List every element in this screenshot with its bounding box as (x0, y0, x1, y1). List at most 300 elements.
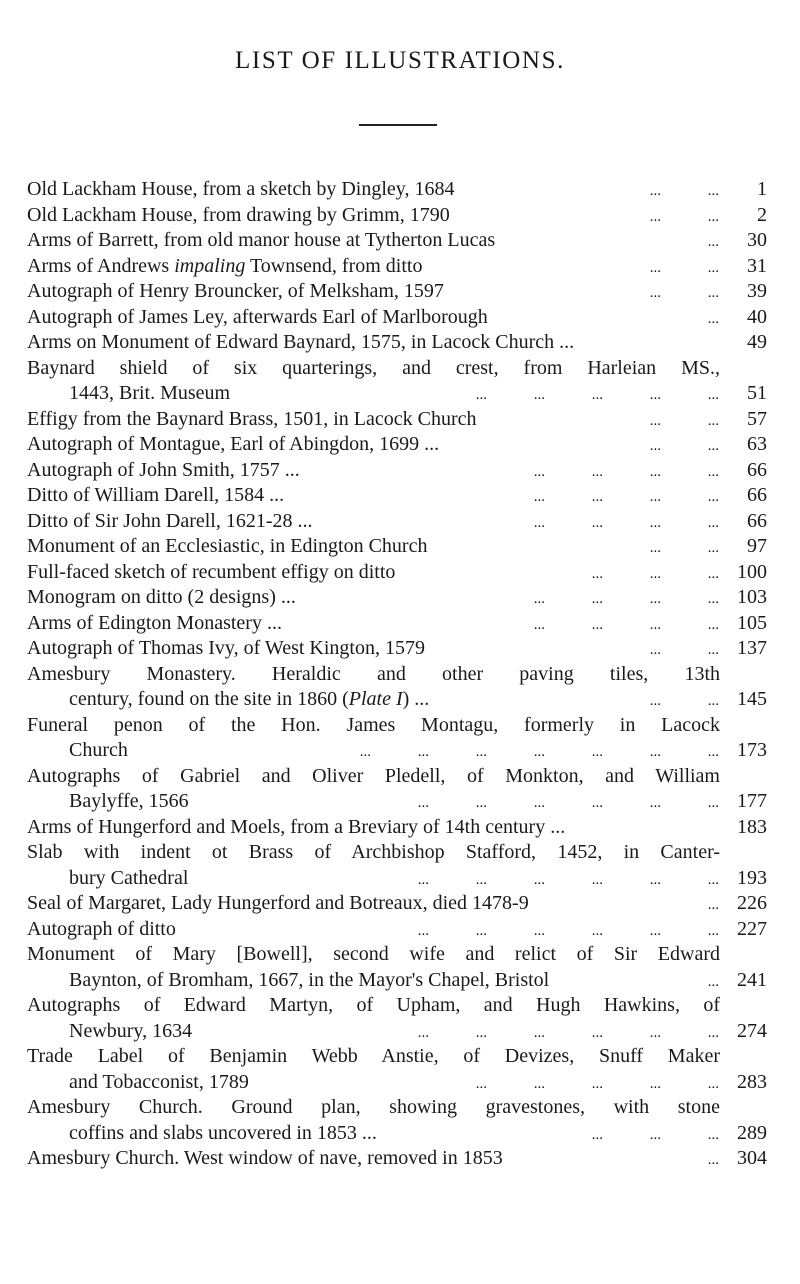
entry-title (27, 459, 300, 481)
dot-leader: ... (417, 795, 429, 811)
dot-leaders (429, 1070, 719, 1098)
illustration-entry[interactable] (27, 1095, 767, 1146)
dot-leader: ... (707, 616, 719, 633)
dot-leader: ... (649, 616, 661, 633)
entry-title (27, 943, 720, 965)
dot-leader: ... (707, 795, 719, 811)
dot-leader: ... (533, 387, 545, 403)
entry-title (27, 306, 488, 328)
page-number[interactable]: 289 (737, 1121, 767, 1144)
entry-line (27, 713, 720, 739)
illustration-entry[interactable] (27, 764, 767, 815)
entry-continuation-line (27, 687, 767, 713)
entry-title (69, 739, 128, 761)
dot-leader: ... (707, 540, 719, 556)
illustration-entry[interactable] (27, 815, 767, 841)
entry-title-segment: Autograph of Thomas Ivy, of West Kington, 1579 (27, 637, 425, 659)
dot-leader: ... (533, 463, 545, 480)
entry-title-segment: Trade Label of Benjamin Webb Anstie, of Devizes, Snuff Maker (27, 1045, 720, 1067)
dot-leader: ... (707, 693, 719, 709)
entry-title (69, 969, 549, 991)
page-number[interactable]: 1 (757, 178, 767, 200)
dot-leaders (603, 534, 719, 562)
entry-title-segment: Monogram on ditto (2 designs) ... (27, 586, 296, 608)
dot-leaders (603, 254, 719, 282)
entry-title-segment: Seal of Margaret, Lady Hungerford and Botreaux, died 1478-9 (27, 892, 529, 914)
entry-title-segment: and Tobacconist, 1789 (69, 1070, 249, 1093)
dot-leader: ... (591, 1024, 603, 1041)
dot-leaders (487, 585, 719, 613)
dot-leaders (487, 483, 719, 511)
dot-leader: ... (707, 438, 719, 454)
entry-title (27, 765, 720, 787)
page-number[interactable]: 274 (737, 1019, 767, 1042)
illustrations-list (27, 177, 767, 1172)
page-number[interactable]: 226 (737, 892, 767, 914)
dot-leader: ... (707, 259, 719, 276)
dot-leader: ... (533, 514, 545, 531)
entry-continuation-line (27, 1070, 767, 1096)
entry-line (27, 458, 767, 484)
entry-line (27, 1044, 720, 1070)
entry-title-italic: Plate I (348, 688, 403, 710)
entry-title-segment: Amesbury Church. Ground plan, showing gravestones, with stone (27, 1096, 720, 1118)
entry-title-segment: Ditto of William Darell, 1584 ... (27, 484, 285, 506)
dot-leaders (545, 560, 719, 588)
entry-title (27, 918, 176, 940)
page-number[interactable]: 57 (747, 407, 767, 430)
dot-leader: ... (533, 795, 545, 811)
entry-title-segment: Slab with indent ot Brass of Archbishop Stafford, 1452, in Canter- (27, 841, 720, 863)
illustration-entry[interactable] (27, 1146, 767, 1172)
page-number[interactable]: 193 (737, 866, 767, 889)
illustration-entry[interactable] (27, 483, 767, 509)
entry-line (27, 840, 720, 866)
dot-leader: ... (591, 871, 603, 888)
dot-leader: ... (649, 285, 661, 301)
illustration-entry[interactable] (27, 560, 767, 586)
entry-continuation-line (27, 1019, 767, 1045)
entry-title (27, 178, 455, 200)
entry-title (27, 433, 439, 455)
dot-leader: ... (707, 412, 719, 429)
dot-leader: ... (707, 183, 719, 199)
entry-title-segment: Arms of Barrett, from old manor house at Tytherton Lucas (27, 229, 496, 251)
dot-leaders (371, 866, 719, 894)
entry-title (27, 1147, 503, 1169)
entry-title-segment: 1443, Brit. Museum (69, 382, 231, 404)
illustration-entry[interactable] (27, 713, 767, 764)
dot-leader: ... (707, 310, 719, 327)
page-number[interactable]: 51 (747, 382, 767, 404)
entry-title (27, 816, 565, 838)
entry-continuation-line (27, 381, 767, 407)
entry-title-segment: Autograph of James Ley, afterwards Earl of Marlborough (27, 305, 488, 328)
entry-title (27, 484, 284, 506)
dot-leader: ... (533, 616, 545, 633)
dot-leader: ... (707, 871, 719, 888)
dot-leader: ... (649, 412, 661, 429)
dot-leader: ... (475, 871, 487, 888)
dot-leader: ... (475, 1075, 487, 1092)
dot-leader: ... (707, 1126, 719, 1143)
entry-title (27, 229, 495, 251)
dot-leader: ... (707, 514, 719, 531)
entry-title-segment: Autographs of Edward Martyn, of Upham, and Hugh Hawkins, of (27, 994, 720, 1016)
entry-continuation-line (27, 789, 767, 815)
dot-leader: ... (707, 1075, 719, 1092)
entry-line (27, 330, 767, 356)
dot-leader: ... (533, 1024, 545, 1041)
dot-leaders (661, 968, 719, 996)
dot-leader: ... (707, 642, 719, 658)
dot-leader: ... (707, 1024, 719, 1041)
illustration-entry[interactable] (27, 534, 767, 560)
entry-line (27, 279, 767, 305)
page-number[interactable]: 63 (747, 433, 767, 455)
entry-title (27, 663, 720, 685)
dot-leader: ... (475, 744, 487, 760)
dot-leaders (371, 789, 719, 817)
page-number[interactable]: 304 (737, 1147, 767, 1169)
entry-title-segment: Old Lackham House, from drawing by Grimm, 1790 (27, 203, 450, 226)
entry-title-segment: Autograph of Henry Brouncker, of Melksham, 1597 (27, 280, 444, 302)
dot-leader: ... (649, 795, 661, 811)
entry-line (27, 560, 767, 586)
illustration-entry[interactable] (27, 891, 767, 917)
entry-title-segment: Amesbury Monastery. Heraldic and other paving tiles, 13th (27, 662, 720, 685)
entry-line (27, 356, 720, 382)
dot-leader: ... (591, 463, 603, 480)
page-number[interactable]: 241 (737, 968, 767, 991)
page-title: LIST OF ILLUSTRATIONS. (235, 46, 565, 74)
entry-title-segment: Autographs of Gabriel and Oliver Pledell, of Monkton, and William (27, 764, 720, 787)
dot-leader: ... (649, 540, 661, 556)
dot-leader: ... (591, 591, 603, 607)
page-number[interactable]: 105 (737, 611, 767, 634)
entry-title-segment: Arms of Andrews (27, 254, 175, 277)
dot-leaders (603, 636, 719, 664)
page-number[interactable]: 49 (747, 331, 767, 353)
dot-leader: ... (649, 208, 661, 225)
entry-title-segment: Arms of Hungerford and Moels, from a Breviary of 14th century ... (27, 815, 566, 838)
entry-title (27, 892, 529, 914)
dot-leader: ... (649, 1024, 661, 1041)
dot-leaders (661, 305, 719, 333)
dot-leaders (313, 738, 719, 766)
entry-continuation-line (27, 968, 767, 994)
entry-title-segment: Monument of Mary [Bowell], second wife and relict of Sir Edward (27, 943, 720, 965)
dot-leader: ... (649, 565, 661, 582)
dot-leader: ... (475, 1024, 487, 1041)
entry-title-segment: Baynard shield of six quarterings, and crest, from Harleian MS., (27, 356, 720, 379)
dot-leader: ... (533, 922, 545, 939)
dot-leaders (661, 891, 719, 919)
page-number[interactable]: 66 (747, 484, 767, 506)
dot-leader: ... (649, 591, 661, 607)
dot-leader: ... (649, 871, 661, 888)
entry-title-segment: Church (69, 739, 128, 761)
entry-title (27, 510, 313, 532)
entry-title-segment: Full-faced sketch of recumbent effigy on ditto (27, 560, 396, 583)
entry-line (27, 891, 767, 917)
page-number[interactable]: 283 (737, 1070, 767, 1093)
illustration-entry[interactable] (27, 585, 767, 611)
dot-leader: ... (649, 259, 661, 276)
dot-leader: ... (649, 693, 661, 709)
illustration-entry[interactable] (27, 636, 767, 662)
entry-title (27, 586, 296, 608)
page-number[interactable]: 40 (747, 305, 767, 328)
dot-leaders (487, 458, 719, 486)
illustration-entry[interactable] (27, 254, 767, 280)
dot-leader: ... (707, 489, 719, 505)
title-rule-divider (359, 124, 437, 126)
dot-leader: ... (707, 565, 719, 582)
entry-line (27, 585, 767, 611)
dot-leaders (371, 1019, 719, 1047)
entry-line (27, 534, 767, 560)
entry-continuation-line (27, 866, 767, 892)
page-number[interactable]: 177 (737, 790, 767, 812)
entry-title (27, 612, 282, 634)
dot-leaders (603, 279, 719, 307)
entry-title-segment: Baylyffe, 1566 (69, 790, 189, 812)
dot-leader: ... (707, 285, 719, 301)
entry-line (27, 1095, 720, 1121)
dot-leader: ... (417, 871, 429, 888)
illustration-entry[interactable] (27, 840, 767, 891)
dot-leader: ... (533, 489, 545, 505)
dot-leader: ... (649, 744, 661, 760)
dot-leaders (487, 509, 719, 537)
page-number[interactable]: 97 (747, 535, 767, 557)
dot-leader: ... (707, 897, 719, 913)
dot-leader: ... (591, 922, 603, 939)
illustration-entry[interactable] (27, 305, 767, 331)
illustration-entry[interactable] (27, 407, 767, 433)
dot-leaders (603, 177, 719, 205)
entry-title-italic: impaling (174, 254, 246, 277)
entry-line (27, 662, 720, 688)
entry-title (27, 255, 422, 277)
entry-title-segment: Autograph of Montague, Earl of Abingdon, 1699 ... (27, 433, 440, 455)
dot-leaders (661, 228, 719, 256)
entry-title-segment: Newbury, 1634 (69, 1019, 193, 1042)
dot-leader: ... (591, 795, 603, 811)
entry-title-segment: century, found on the site in 1860 ( (69, 688, 349, 710)
entry-line (27, 611, 767, 637)
dot-leader: ... (591, 565, 603, 582)
dot-leader: ... (417, 744, 429, 760)
dot-leader: ... (533, 744, 545, 760)
entry-title (27, 714, 720, 736)
entry-line (27, 432, 767, 458)
entry-line (27, 1146, 767, 1172)
dot-leader: ... (591, 1075, 603, 1092)
entry-line (27, 942, 720, 968)
dot-leader: ... (475, 795, 487, 811)
dot-leader: ... (649, 489, 661, 505)
dot-leader: ... (707, 387, 719, 403)
page-number[interactable]: 145 (737, 688, 767, 710)
dot-leader: ... (533, 591, 545, 607)
page-number[interactable]: 183 (737, 815, 767, 838)
illustration-entry[interactable] (27, 993, 767, 1044)
illustration-entry[interactable] (27, 611, 767, 637)
dot-leader: ... (475, 922, 487, 939)
illustration-entry[interactable] (27, 458, 767, 484)
page-number[interactable]: 227 (737, 917, 767, 940)
page-number[interactable]: 100 (737, 560, 767, 583)
dot-leader: ... (707, 463, 719, 480)
entry-line (27, 254, 767, 280)
dot-leader: ... (649, 463, 661, 480)
illustration-entry[interactable] (27, 177, 767, 203)
dot-leader: ... (533, 1075, 545, 1092)
illustration-entry[interactable] (27, 279, 767, 305)
dot-leader: ... (649, 1075, 661, 1092)
dot-leader: ... (359, 744, 371, 760)
entry-title (69, 1071, 249, 1093)
dot-leader: ... (533, 871, 545, 888)
entry-title (69, 1020, 192, 1042)
entry-title-segment: Autograph of ditto (27, 917, 176, 940)
entry-title (27, 280, 444, 302)
dot-leaders (603, 432, 719, 460)
illustration-entry[interactable] (27, 356, 767, 407)
dot-leaders (429, 381, 719, 409)
dot-leader: ... (649, 183, 661, 199)
dot-leader: ... (649, 642, 661, 658)
dot-leader: ... (649, 922, 661, 939)
entry-title-segment: Funeral penon of the Hon. James Montagu, formerly in Lacock (27, 713, 720, 736)
dot-leader: ... (591, 489, 603, 505)
dot-leader: ... (591, 616, 603, 633)
entry-title-segment: Amesbury Church. West window of nave, removed in 1853 (27, 1147, 503, 1169)
dot-leaders (603, 687, 719, 715)
dot-leader: ... (649, 438, 661, 454)
illustration-entry[interactable] (27, 509, 767, 535)
entry-title (27, 331, 574, 353)
entry-title-segment: Autograph of John Smith, 1757 ... (27, 458, 300, 481)
entry-title-segment: Arms of Edington Monastery ... (27, 611, 282, 634)
dot-leader: ... (591, 1126, 603, 1143)
entry-title (69, 382, 230, 404)
illustration-entry[interactable] (27, 330, 767, 356)
page-number[interactable]: 103 (737, 586, 767, 608)
page-number[interactable]: 31 (747, 254, 767, 277)
illustration-entry[interactable] (27, 942, 767, 993)
entry-title (27, 357, 720, 379)
entry-title-segment: Effigy from the Baynard Brass, 1501, in Lacock Church (27, 407, 477, 430)
dot-leader: ... (417, 922, 429, 939)
page-number[interactable]: 2 (757, 203, 767, 226)
page-number[interactable]: 173 (737, 739, 767, 761)
dot-leader: ... (707, 973, 719, 990)
entry-title-segment: Baynton, of Bromham, 1667, in the Mayor's Chapel, Bristol (69, 968, 550, 991)
dot-leaders (487, 611, 719, 639)
dot-leader: ... (591, 514, 603, 531)
entry-line (27, 177, 767, 203)
entry-title-segment: ) ... (402, 688, 430, 710)
entry-title (27, 408, 477, 430)
dot-leader: ... (649, 514, 661, 531)
entry-line (27, 917, 767, 943)
entry-line (27, 764, 720, 790)
illustration-entry[interactable] (27, 203, 767, 229)
entry-line (27, 636, 767, 662)
illustration-entry[interactable] (27, 917, 767, 943)
entry-title-segment: Old Lackham House, from a sketch by Dingley, 1684 (27, 178, 455, 200)
entry-title-segment: coffins and slabs uncovered in 1853 ... (69, 1121, 377, 1144)
illustration-entry[interactable] (27, 662, 767, 713)
illustration-entry[interactable] (27, 432, 767, 458)
entry-title (27, 1045, 720, 1067)
entry-title (27, 204, 450, 226)
entry-title (27, 1096, 720, 1118)
entry-line (27, 407, 767, 433)
entry-title (69, 790, 189, 812)
dot-leader: ... (649, 1126, 661, 1143)
dot-leader: ... (707, 1152, 719, 1168)
dot-leaders (661, 1146, 719, 1174)
entry-title-segment: Monument of an Ecclesiastic, in Edington Church (27, 535, 428, 557)
dot-leaders (603, 203, 719, 231)
entry-title (27, 841, 720, 863)
entry-title-segment: bury Cathedral (69, 866, 189, 889)
entry-title (69, 1122, 377, 1144)
entry-title (69, 688, 429, 710)
dot-leader: ... (475, 387, 487, 403)
entry-line (27, 305, 767, 331)
entry-title (27, 637, 425, 659)
page-number[interactable]: 30 (747, 229, 767, 251)
entry-continuation-line (27, 1121, 767, 1147)
entry-title (69, 867, 188, 889)
dot-leader: ... (707, 744, 719, 760)
dot-leader: ... (591, 387, 603, 403)
entry-line (27, 228, 767, 254)
dot-leader: ... (707, 234, 719, 250)
entry-title-segment: Ditto of Sir John Darell, 1621-28 ... (27, 509, 313, 532)
illustration-entry[interactable] (27, 1044, 767, 1095)
dot-leaders (545, 1121, 719, 1149)
entry-line (27, 509, 767, 535)
entry-continuation-line (27, 738, 767, 764)
dot-leaders (603, 407, 719, 435)
page-number[interactable]: 66 (747, 509, 767, 532)
page-number[interactable]: 39 (747, 280, 767, 302)
dot-leader: ... (417, 1024, 429, 1041)
entry-line (27, 815, 767, 841)
dot-leader: ... (707, 208, 719, 225)
dot-leaders (371, 917, 719, 945)
dot-leader: ... (707, 591, 719, 607)
entry-title (27, 535, 427, 557)
entry-line (27, 203, 767, 229)
illustration-entry[interactable] (27, 228, 767, 254)
page-number[interactable]: 137 (737, 637, 767, 659)
entry-line (27, 993, 720, 1019)
entry-title (27, 561, 395, 583)
entry-title (27, 994, 720, 1016)
page-number[interactable]: 66 (747, 458, 767, 481)
entry-title-segment: Arms on Monument of Edward Baynard, 1575, in Lacock Church ... (27, 331, 575, 353)
entry-title-segment: Townsend, from ditto (245, 254, 423, 277)
dot-leader: ... (649, 387, 661, 403)
dot-leader: ... (707, 922, 719, 939)
